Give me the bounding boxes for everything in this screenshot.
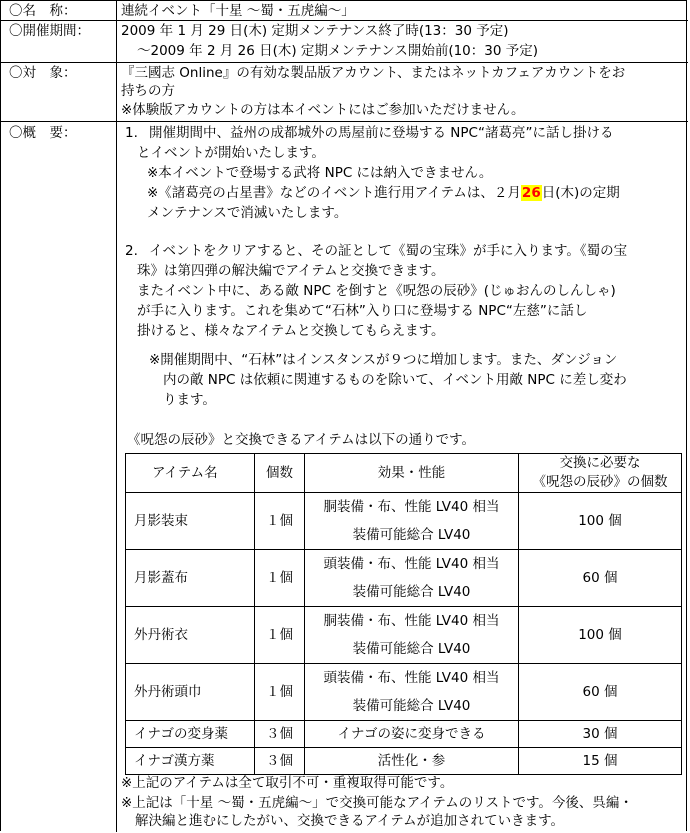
- effect-line2: 装備可能総合 LV40: [352, 698, 471, 714]
- target-line1: 『三國志 Online』の有効な製品版アカウント、またはネットカフェアカウントをお: [121, 65, 626, 81]
- footnote-2-line2: 解決編と進むにしたがい、交換できるアイテムが追加されていきます。: [135, 813, 565, 829]
- point-2-line1: イベントをクリアすると、その証として《蜀の宝珠》が手に入ります。《蜀の宝: [149, 243, 628, 259]
- item-count: ３個: [255, 748, 305, 775]
- event-name: 連続イベント「十星 〜蜀・五虎編〜」: [121, 3, 355, 19]
- point-2-note-line3: ります。: [163, 392, 216, 408]
- point-2-note-line2: 内の敵 NPC は依頼に関連するものを除いて、イベント用敵 NPC に差し変わ: [163, 372, 627, 388]
- exchange-items-table: [125, 453, 682, 775]
- point-2-line5: 掛けると、様々なアイテムと交換してもらえます。: [137, 323, 445, 339]
- table-row: [126, 721, 682, 748]
- item-name: 外丹術頭巾: [126, 664, 255, 721]
- item-count: ３個: [255, 721, 305, 748]
- item-name: イナゴの変身薬: [126, 721, 255, 748]
- effect-line2: 装備可能総合 LV40: [352, 584, 471, 600]
- item-effect: [305, 664, 519, 721]
- target-note: ※体験版アカウントの方は本イベントにはご参加いただけません。: [121, 102, 525, 118]
- point-2-line3: またイベント中に、ある敵 NPC を倒すと《呪怨の辰砂》(じゅおんのしんしゃ): [137, 283, 616, 299]
- point-1-note1: ※本イベントで登場する武将 NPC には納入できません。: [147, 165, 493, 181]
- header-cost: [519, 454, 682, 493]
- item-cost: 15 個: [519, 748, 682, 775]
- item-count: １個: [255, 664, 305, 721]
- point-1-number: 1.: [125, 125, 138, 141]
- header-cost-line1: 交換に必要な: [559, 455, 641, 471]
- effect-line1: 頭装備・布、性能 LV40 相当: [323, 556, 500, 572]
- point-2-note-line1: ※開催期間中、“石林”はインスタンスが９つに増加します。また、ダンジョン: [149, 352, 618, 368]
- highlight-date: 26: [521, 185, 541, 201]
- item-count: １個: [255, 550, 305, 607]
- point-1-line1: 開催期間中、益州の成都城外の馬屋前に登場する NPC“諸葛亮”に話し掛ける: [149, 125, 614, 141]
- target-line2: 持ちの方: [121, 83, 175, 99]
- item-cost: 30 個: [519, 721, 682, 748]
- item-count: １個: [255, 493, 305, 550]
- table-header-row: [126, 454, 682, 493]
- item-effect: イナゴの姿に変身できる: [305, 721, 519, 748]
- point-1-note2-line2: メンテナンスで消滅いたします。: [147, 205, 348, 221]
- header-cost-line2: 《呪怨の辰砂》の個数: [532, 474, 668, 490]
- table-intro: 《呪怨の辰砂》と交換できるアイテムは以下の通りです。: [127, 432, 476, 448]
- item-name: イナゴ漢方薬: [126, 748, 255, 775]
- item-name: 月影装束: [126, 493, 255, 550]
- point-2-line2: 珠》は第四弾の解決編でアイテムと交換できます。: [137, 263, 445, 279]
- item-effect: [305, 607, 519, 664]
- name-label: 〇名 称：: [9, 3, 77, 19]
- header-effect: 効果・性能: [305, 454, 519, 493]
- table-row: [126, 748, 682, 775]
- period-end: 〜2009 年 2 月 26 日(木) 定期メンテナンス開始前(10：30 予定): [137, 43, 539, 59]
- point-2-line4: が手に入ります。これを集めて“石林”入り口に登場する NPC“左慈”に話し: [137, 303, 588, 319]
- label-column-divider: [116, 1, 117, 832]
- period-label: 〇開催期間：: [9, 23, 90, 39]
- period-start: 2009 年 1 月 29 日(木) 定期メンテナンス終了時(13：30 予定): [121, 23, 509, 39]
- point-2-number: 2.: [125, 243, 138, 259]
- item-cost: 100 個: [519, 607, 682, 664]
- effect-line2: 装備可能総合 LV40: [352, 641, 471, 657]
- table-row: [126, 607, 682, 664]
- item-effect: [305, 493, 519, 550]
- target-label: 〇対 象：: [9, 65, 77, 81]
- item-count: １個: [255, 607, 305, 664]
- table-row: [126, 664, 682, 721]
- effect-line1: 胴装備・布、性能 LV40 相当: [323, 613, 500, 629]
- effect-line1: 頭装備・布、性能 LV40 相当: [323, 670, 500, 686]
- item-name: 外丹術衣: [126, 607, 255, 664]
- effect-line2: 装備可能総合 LV40: [352, 527, 471, 543]
- item-cost: 60 個: [519, 550, 682, 607]
- item-name: 月影蓋布: [126, 550, 255, 607]
- item-cost: 100 個: [519, 493, 682, 550]
- item-effect: [305, 550, 519, 607]
- item-cost: 60 個: [519, 664, 682, 721]
- row-divider: [1, 121, 688, 122]
- point-1-line2: とイベントが開始いたします。: [137, 145, 325, 161]
- effect-line1: 胴装備・布、性能 LV40 相当: [323, 499, 500, 515]
- table-row: [126, 493, 682, 550]
- table-row: [126, 550, 682, 607]
- header-count: 個数: [255, 454, 305, 493]
- footnote-2-line1: ※上記は「十星 〜蜀・五虎編〜」で交換可能なアイテムのリストです。今後、呉編・: [121, 795, 633, 811]
- point-1-note2: ※《諸葛亮の占星書》などのイベント進行用アイテムは、２月26日(木)の定期: [147, 185, 620, 201]
- summary-label: 〇概 要：: [9, 125, 77, 141]
- footnote-1: ※上記のアイテムは全て取引不可・重複取得可能です。: [121, 775, 454, 791]
- header-item-name: アイテム名: [126, 454, 255, 493]
- item-effect: 活性化・参: [305, 748, 519, 775]
